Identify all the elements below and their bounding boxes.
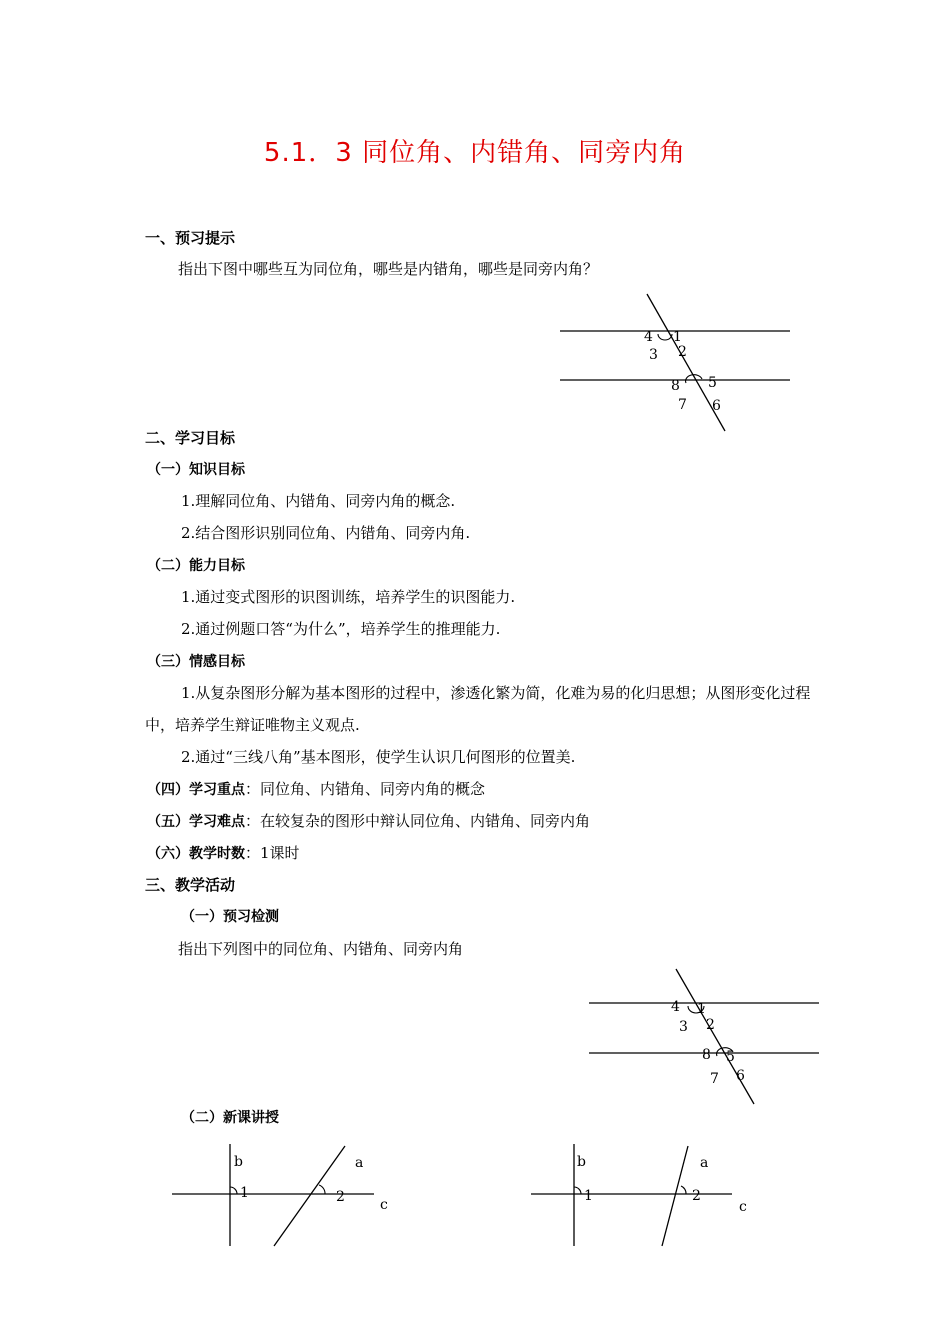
angle-label: 5 [726, 1049, 735, 1065]
angle-label: 5 [708, 375, 717, 391]
figure-three-lines-eight-angles-2 [585, 965, 825, 1110]
ability-goal-1: 1.通过变式图形的识图训练，培养学生的识图能力. [181, 588, 516, 606]
new-lesson-heading: （二）新课讲授 [181, 1110, 279, 1126]
class-hours-heading: （六）教学时数 [147, 846, 245, 862]
preview-check-text: 指出下列图中的同位角、内错角、同旁内角 [178, 940, 464, 958]
emotion-goal-1: 1.从复杂图形分解为基本图形的过程中，渗透化繁为简，化难为易的化归思想；从图形变化过程中，培养学生辩证唯物主义观点. [145, 684, 811, 734]
section-1-text: 指出下图中哪些互为同位角，哪些是内错角，哪些是同旁内角？ [178, 260, 599, 278]
line-label-a: a [700, 1155, 709, 1171]
angle-label: 2 [706, 1017, 715, 1033]
angle-label: 6 [712, 398, 721, 414]
line-label-a: a [355, 1155, 364, 1171]
angle-label: 4 [671, 999, 680, 1015]
angle-label: 8 [671, 378, 680, 394]
section-2-heading: 二、学习目标 [145, 429, 236, 447]
line-label-b: b [234, 1154, 243, 1170]
section-3-heading: 三、教学活动 [145, 876, 236, 894]
knowledge-goal-2: 2.结合图形识别同位角、内错角、同旁内角. [181, 524, 471, 542]
angle-label-1: 1 [240, 1185, 249, 1201]
ability-goal-heading: （二）能力目标 [147, 558, 245, 574]
key-point-heading: （四）学习重点 [147, 782, 245, 798]
class-hours-text: ：1课时 [245, 844, 300, 862]
key-point-text: ：同位角、内错角、同旁内角的概念 [245, 780, 486, 798]
section-1-heading: 一、预习提示 [145, 229, 236, 247]
angle-label-2: 2 [336, 1189, 345, 1205]
angle-label: 3 [649, 347, 658, 363]
angle-label: 1 [673, 329, 682, 345]
key-point-row [147, 779, 485, 800]
emotion-goal-2: 2.通过“三线八角”基本图形，使学生认识几何图形的位置美. [181, 748, 576, 766]
angle-label: 7 [710, 1071, 719, 1087]
ability-goal-2: 2.通过例题口答“为什么”，培养学生的推理能力. [181, 620, 501, 638]
knowledge-goal-1: 1.理解同位角、内错角、同旁内角的概念. [181, 492, 456, 510]
angle-label: 2 [678, 344, 687, 360]
line-label-b: b [577, 1154, 586, 1170]
figure-angle-pair-right [525, 1140, 765, 1250]
angle-label-1: 1 [584, 1188, 593, 1204]
emotion-goal-heading: （三）情感目标 [147, 654, 245, 670]
angle-label: 4 [644, 329, 653, 345]
page-title: 5.1．3 同位角、内错角、同旁内角 [263, 138, 687, 168]
angle-label: 3 [679, 1019, 688, 1035]
angle-label: 8 [702, 1047, 711, 1063]
difficulty-text: ：在较复杂的图形中辩认同位角、内错角、同旁内角 [245, 812, 591, 830]
class-hours-row [147, 843, 300, 864]
angle-label: 1 [697, 1001, 706, 1017]
knowledge-goal-heading: （一）知识目标 [147, 462, 245, 478]
figure-angle-pair-left [165, 1140, 405, 1250]
angle-label: 7 [678, 397, 687, 413]
line-label-c: c [380, 1197, 388, 1213]
figure-three-lines-eight-angles-1 [555, 290, 795, 435]
line-label-c: c [739, 1199, 747, 1215]
angle-label: 6 [736, 1068, 745, 1084]
preview-check-heading: （一）预习检测 [181, 909, 279, 925]
difficulty-row [147, 811, 590, 832]
angle-label-2: 2 [692, 1188, 701, 1204]
difficulty-heading: （五）学习难点 [147, 814, 245, 830]
